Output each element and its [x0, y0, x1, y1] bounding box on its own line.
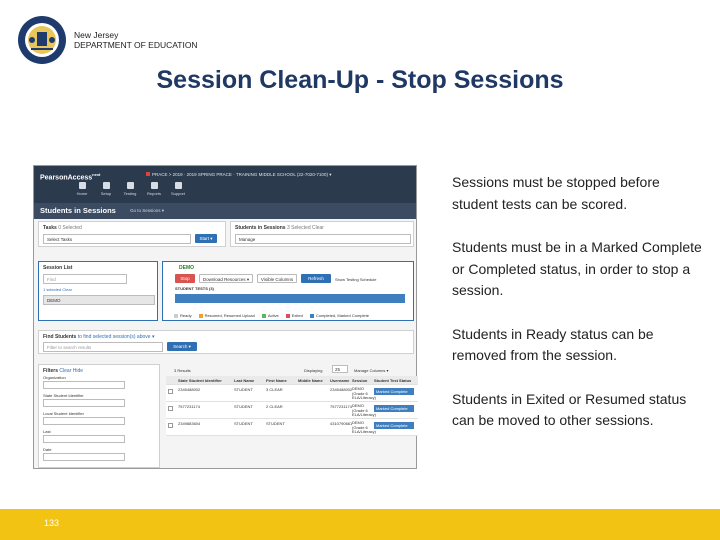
legend-label: Resumed, Resumed Upload [204, 313, 255, 318]
legend-label: Completed, Marked Complete [315, 313, 369, 318]
cell-status: Marked Complete [374, 422, 414, 429]
cell-session: DEMO (Grade 6 ELA/Literacy) [352, 386, 377, 400]
show-testing-schedule[interactable]: Show Testing Schedule [335, 277, 377, 282]
cell-session: DEMO (Grade 6 ELA/Literacy) [352, 420, 377, 434]
filter-input[interactable] [43, 417, 125, 425]
top-nav [34, 166, 416, 203]
legend-swatch [199, 314, 203, 318]
org-breadcrumb[interactable]: PRACE > 2019 · 2019 SPRING PRACE · TRAINING MIDDLE SCHOOL (22-7020-7100) ▾ [152, 172, 332, 177]
org-name [74, 30, 198, 50]
cell-username: 4310790661 [330, 421, 353, 426]
col-header[interactable]: Username [330, 378, 350, 383]
filter-input[interactable] [43, 399, 125, 407]
tasks-panel [38, 221, 226, 247]
testing-icon [127, 182, 134, 189]
per-page-select[interactable]: 25 [332, 365, 348, 373]
cell-status: Marked Complete [374, 405, 414, 412]
nav-icons [74, 182, 186, 197]
nav-testing[interactable] [122, 182, 138, 197]
table-row[interactable] [166, 402, 418, 419]
download-resources-button[interactable]: Download Resources ▾ [199, 274, 253, 283]
refresh-button[interactable]: Refresh [301, 274, 331, 283]
find-students-input[interactable]: Filter to search results [43, 342, 163, 352]
tasks-title [43, 225, 82, 231]
col-header[interactable]: First Name [266, 378, 287, 383]
cell-last: STUDENT [234, 387, 253, 392]
visible-columns-button[interactable]: Visible Columns [257, 274, 297, 283]
legend-label: Active [267, 313, 279, 318]
nav-label: Home [76, 191, 88, 196]
session-list-panel [38, 261, 158, 321]
session-name: DEMO [179, 265, 194, 271]
org-department: DEPARTMENT OF EDUCATION [74, 40, 198, 50]
org-state: New Jersey [74, 30, 119, 40]
find-students-panel [38, 330, 414, 354]
session-list-title: Session List [43, 265, 73, 271]
find-students-hint[interactable]: to find selected session(s) above ▾ [77, 334, 155, 340]
results-count: 3 Results [174, 368, 191, 373]
legend-item [286, 313, 303, 318]
bullet-status-requirement: Students must be in a Marked Complete or Completed status, in order to stop a session. [452, 239, 702, 298]
filters-label: Filters [43, 368, 59, 374]
cell-ssid[interactable]: 7577231174 [178, 404, 200, 409]
cell-first: 3 CLEAR [266, 387, 283, 392]
nav-label: Reports [146, 191, 161, 196]
cell-username: 2345488002 [330, 387, 353, 392]
nav-setup[interactable] [98, 182, 114, 197]
bullet-list [452, 172, 702, 454]
status-legend [174, 313, 369, 318]
col-header[interactable]: State Student Identifier [178, 378, 222, 383]
search-button[interactable]: Search ▾ [167, 342, 197, 351]
home-icon [79, 182, 86, 189]
students-selected: 3 Selected [286, 225, 311, 231]
stop-button[interactable]: Stop [175, 274, 195, 283]
col-header[interactable]: Middle Name [298, 378, 323, 383]
col-header[interactable]: Last Name [234, 378, 255, 383]
find-students-title [43, 334, 154, 340]
session-selected-note: 1 selected Clear [43, 287, 72, 292]
support-icon [175, 182, 182, 189]
table-row[interactable] [166, 385, 418, 402]
col-header[interactable]: Session [352, 378, 368, 383]
legend-item [262, 313, 279, 318]
cell-first: STUDENT [266, 421, 285, 426]
col-header[interactable]: Student Test Status [374, 378, 412, 383]
filter-label: State Student Identifier [43, 393, 84, 398]
legend-label: Ready [180, 313, 192, 318]
setup-icon [103, 182, 110, 189]
filters-title [43, 368, 83, 374]
filters-hide[interactable]: Hide [72, 368, 84, 374]
page-number: 133 [44, 518, 60, 528]
manage-select[interactable]: Manage [235, 234, 411, 244]
bullet-exited-resumed: Students in Exited or Resumed status can be moved to other sessions. [452, 390, 687, 428]
legend-swatch [286, 314, 290, 318]
students-panel-label: Students in Sessions [235, 225, 286, 231]
tasks-label: Tasks [43, 225, 57, 231]
cell-session: DEMO (Grade 6 ELA/Literacy) [352, 403, 377, 417]
brand-sup: next [92, 172, 101, 177]
session-list-item[interactable]: DEMO [43, 295, 155, 305]
nav-support[interactable] [170, 182, 186, 197]
legend-item [199, 313, 255, 318]
nav-reports[interactable] [146, 182, 162, 197]
students-clear-link[interactable]: Clear [312, 225, 324, 231]
filter-input[interactable] [43, 453, 125, 461]
goto-sessions-link[interactable]: Go to Sessions ▾ [130, 208, 165, 213]
table-header [166, 376, 418, 385]
students-table [166, 376, 418, 436]
legend-swatch [310, 314, 314, 318]
manage-columns-button[interactable]: Manage Columns ▾ [354, 368, 389, 373]
nav-label: Support [170, 191, 185, 196]
nav-label: Setup [100, 191, 112, 196]
cell-last: STUDENT [234, 421, 253, 426]
students-panel-title [235, 225, 324, 231]
brand-text: PearsonAccess [40, 174, 93, 182]
pearson-screenshot [33, 165, 417, 469]
filter-input[interactable] [43, 435, 125, 443]
legend-swatch [174, 314, 178, 318]
row-checkbox[interactable] [168, 423, 173, 428]
footer-bar [0, 509, 720, 540]
bullet-stop-before-scoring: Sessions must be stopped before student tests can be scored. [452, 174, 660, 212]
flag-icon[interactable] [146, 172, 150, 176]
session-find-input[interactable]: Find [43, 274, 127, 284]
cell-ssid[interactable]: 2349883604 [178, 421, 201, 426]
reports-icon [151, 182, 158, 189]
filter-input[interactable] [43, 381, 125, 389]
cell-ssid[interactable]: 2345488002 [178, 387, 201, 392]
row-checkbox[interactable] [168, 406, 173, 411]
nav-label: Testing [123, 191, 137, 196]
row-checkbox[interactable] [168, 389, 173, 394]
table-row[interactable] [166, 419, 418, 436]
brand-logo [40, 172, 100, 181]
slide-title: Session Clean-Up - Stop Sessions [156, 66, 564, 94]
start-button[interactable]: Start ▾ [195, 234, 217, 243]
cell-status: Marked Complete [374, 388, 414, 395]
legend-item [310, 313, 369, 318]
bullet-ready-removal: Students in Ready status can be removed from the session. [452, 325, 654, 363]
legend-item [174, 313, 192, 318]
legend-swatch [262, 314, 266, 318]
filter-label: Last [43, 429, 51, 434]
filter-label: Organization [43, 375, 66, 380]
find-students-label: Find Students [43, 334, 77, 340]
nav-home[interactable] [74, 182, 90, 197]
tasks-selected: 0 Selected [58, 225, 82, 231]
filters-clear[interactable]: Clear [59, 368, 72, 374]
page-header [34, 203, 416, 219]
cell-username: 7577231174 [330, 404, 352, 409]
cell-first: 2 CLEAR [266, 404, 283, 409]
filters-panel [38, 364, 160, 468]
page-title: Students in Sessions [40, 206, 116, 215]
students-panel [230, 221, 414, 247]
legend-label: Exited [291, 313, 303, 318]
session-detail-panel [162, 261, 414, 321]
filter-label: Local Student Identifier [43, 411, 84, 416]
progress-bar [175, 294, 405, 303]
cell-last: STUDENT [234, 404, 253, 409]
filter-label: Date [43, 447, 52, 452]
task-select[interactable]: Select Tasks [43, 234, 191, 244]
progress-label: STUDENT TESTS (3) [175, 286, 214, 291]
state-seal-icon [17, 15, 67, 65]
displaying-label: Displaying [304, 368, 323, 373]
